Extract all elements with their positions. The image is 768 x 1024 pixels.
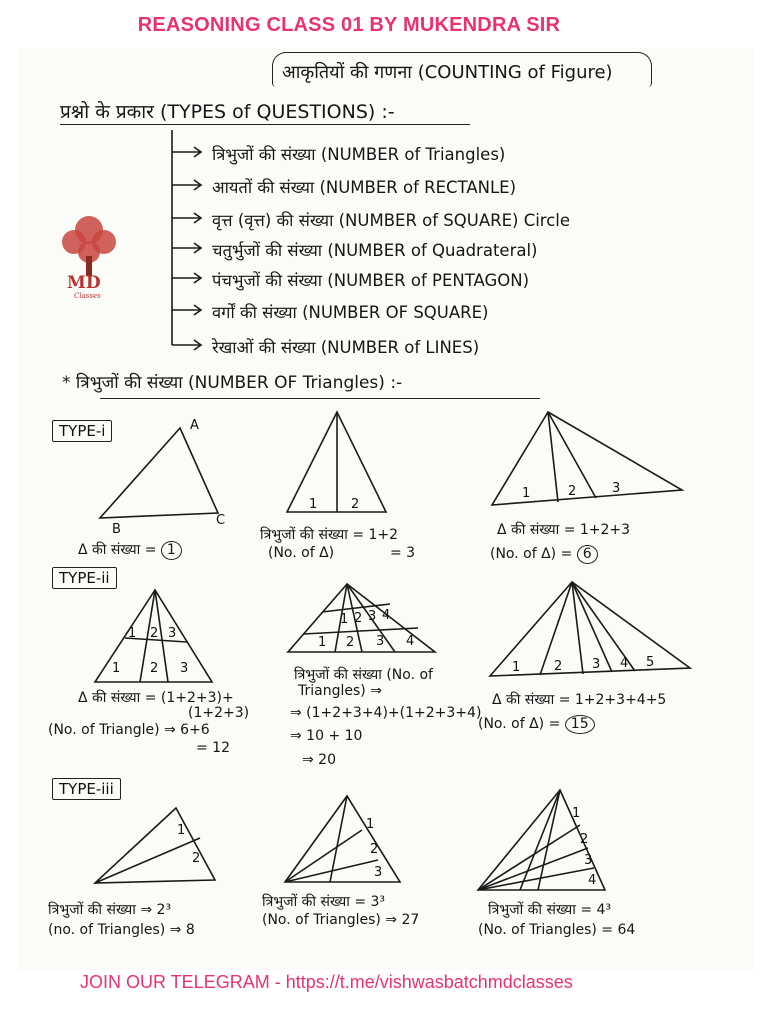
segment-label: 1	[522, 486, 531, 501]
segment-label: 3	[592, 657, 601, 672]
question-type-item: पंचभुजों की संख्या (NUMBER of PENTAGON)	[212, 271, 530, 290]
vertex-label: C	[216, 513, 226, 528]
formula-line: (No. of Triangles) = 64	[478, 922, 636, 938]
segment-label: 1	[128, 626, 137, 641]
formula-line: Δ की संख्या = (1+2+3)+	[78, 690, 234, 706]
question-types-heading: प्रश्नो के प्रकार (TYPES of QUESTIONS) :-	[60, 101, 395, 123]
segment-label: 2	[354, 611, 363, 626]
segment-label: 3	[368, 609, 377, 624]
segment-label: 3	[168, 626, 177, 641]
segment-label: 2	[351, 497, 360, 512]
formula-line: ⇒ 10 + 10	[290, 728, 363, 744]
formula-line: (1+2+3)	[188, 705, 250, 721]
formula-line: Triangles) ⇒	[298, 683, 382, 699]
formula-line: Δ की संख्या = 1	[78, 540, 182, 560]
segment-label: 3	[376, 634, 385, 649]
formula-line: त्रिभुजों की संख्या (No. of	[294, 667, 433, 683]
question-type-item: त्रिभुजों की संख्या (NUMBER of Triangles)	[212, 145, 506, 164]
question-type-item: वृत्त (वृत्त) की संख्या (NUMBER of SQUARE) Circle	[212, 211, 571, 230]
formula-line: (No. of Δ) = 6	[490, 545, 598, 564]
formula-answer: ⇒ 20	[302, 752, 336, 768]
vertex-label: B	[112, 522, 121, 537]
formula-line: Δ की संख्या = 1+2+3+4+5	[492, 692, 667, 708]
header-title: REASONING CLASS 01 BY MUKENDRA SIR	[137, 14, 561, 36]
segment-label: 3	[374, 865, 383, 880]
segment-label: 2	[150, 661, 159, 676]
section-heading: * त्रिभुजों की संख्या (NUMBER OF Triangles) :-	[62, 373, 403, 393]
inner-line	[548, 412, 558, 502]
segment-label: 1	[366, 817, 375, 832]
vertex-label: A	[190, 418, 199, 433]
question-type-item: चतुर्भुजों की संख्या (NUMBER of Quadrateral)	[212, 241, 538, 260]
segment-label: 2	[346, 635, 355, 650]
triangle-outline	[100, 428, 218, 518]
formula-line: (No. of Δ) = 15	[478, 715, 595, 734]
segment-label: 1	[177, 823, 186, 838]
segment-label: 5	[646, 655, 655, 670]
segment-label: 1	[512, 660, 521, 675]
segment-label: 1	[572, 806, 581, 821]
formula-line: (No. of Δ)	[268, 545, 335, 561]
formula-answer: = 3	[390, 545, 416, 561]
formula-line: (No. of Triangles) ⇒ 27	[262, 912, 420, 928]
segment-label: 2	[568, 484, 577, 499]
segment-label: 4	[406, 634, 415, 649]
question-type-item: आयतों की संख्या (NUMBER of RECTANLE)	[212, 178, 517, 197]
formula-line: त्रिभुजों की संख्या = 3³	[262, 894, 386, 910]
segment-label: 2	[554, 659, 563, 674]
type-label: TYPE-iii	[52, 778, 121, 800]
logo-subtext: Classes	[74, 292, 101, 300]
formula-line: त्रिभुजों की संख्या ⇒ 2³	[48, 902, 172, 918]
formula-line: (No. of Triangle) ⇒ 6+6	[48, 722, 210, 738]
segment-label: 3	[584, 853, 593, 868]
page-title: आकृतियों की गणना (COUNTING of Figure)	[282, 62, 613, 83]
segment-label: 4	[620, 656, 629, 671]
formula-line: त्रिभुजों की संख्या = 1+2	[260, 527, 399, 543]
formula-line: त्रिभुजों की संख्या = 4³	[488, 902, 612, 918]
question-type-item: वर्गों की संख्या (NUMBER OF SQUARE)	[212, 303, 489, 322]
segment-label: 3	[612, 481, 621, 496]
answer-circle: 6	[577, 545, 598, 564]
triangle-outline	[492, 412, 682, 505]
formula-line: Δ की संख्या = 1+2+3	[497, 522, 631, 538]
telegram-link[interactable]: JOIN OUR TELEGRAM - https://t.me/vishwasbatchmdclasses	[80, 972, 573, 992]
formula-answer: = 12	[196, 740, 230, 756]
formula-line: ⇒ (1+2+3+4)+(1+2+3+4)	[290, 705, 482, 721]
segment-label: 1	[340, 612, 349, 627]
logo-text: MD	[67, 273, 101, 293]
segment-label: 2	[150, 626, 159, 641]
segment-label: 3	[180, 661, 189, 676]
segment-label: 1	[318, 635, 327, 650]
inner-line	[285, 830, 362, 882]
triangle-outline	[95, 808, 215, 883]
segment-label: 2	[580, 832, 589, 847]
type-label: TYPE-i	[52, 420, 112, 442]
question-type-item: रेखाओं की संख्या (NUMBER of LINES)	[212, 338, 480, 357]
segment-label: 1	[112, 661, 121, 676]
segment-label: 4	[382, 608, 391, 623]
segment-label: 2	[370, 842, 379, 857]
segment-label: 1	[309, 497, 318, 512]
inner-line	[303, 628, 418, 634]
answer-circle: 1	[161, 541, 182, 560]
segment-label: 4	[588, 873, 597, 888]
segment-label: 2	[192, 851, 201, 866]
answer-circle: 15	[565, 715, 595, 734]
formula-line: (no. of Triangles) ⇒ 8	[48, 922, 195, 938]
inner-line	[95, 838, 200, 883]
type-label: TYPE-ii	[52, 567, 117, 589]
